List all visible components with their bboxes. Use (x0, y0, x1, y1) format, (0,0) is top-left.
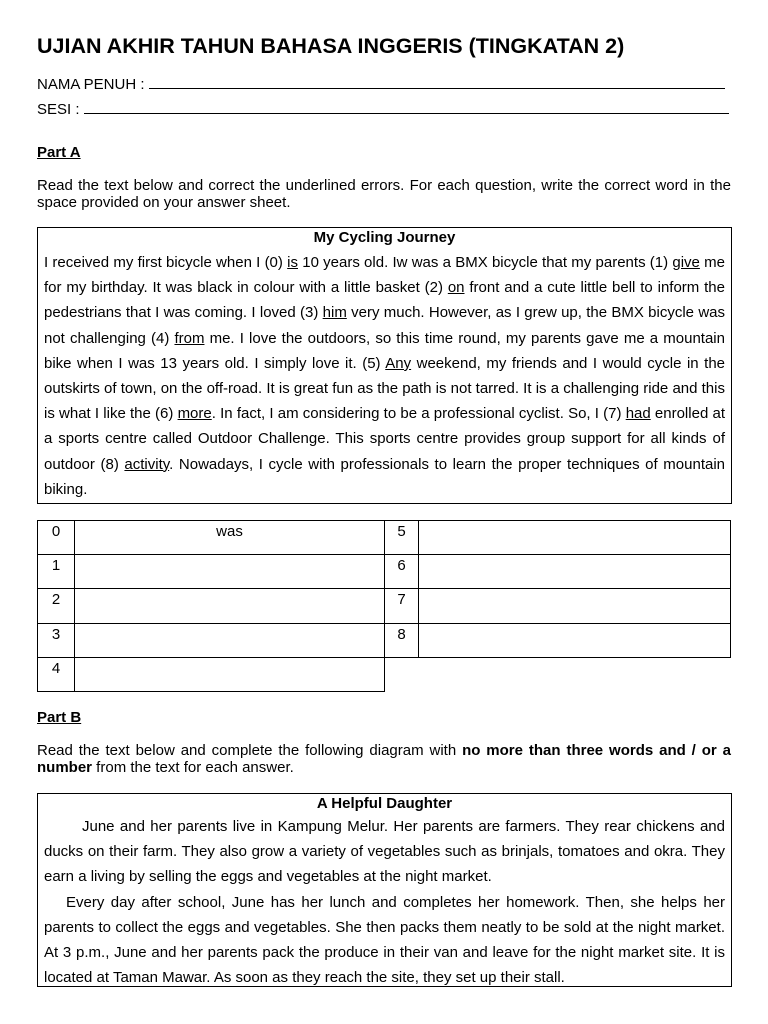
answer-table-left (37, 520, 385, 692)
name-label: NAMA PENUH : (37, 76, 145, 93)
answer-number: 5 (385, 521, 419, 555)
table-row (38, 555, 385, 589)
answer-cell[interactable]: was (75, 521, 385, 555)
table-row (385, 589, 731, 623)
table-row (38, 623, 385, 657)
part-b-paragraph-2: Every day after school, June has her lunch and completes her homework. Then, she helps her parents to collect the eggs and vegetables. She then packs them neatly to be sold at the night market. At 3 p.m., June and her parents pack the produce in their van and leave for the night market site. It is located at Taman Mawar. As soon as they reach the site, they set up their stall. (44, 893, 725, 987)
part-a-heading: Part A (37, 144, 81, 161)
error-2: on (447, 279, 465, 297)
table-row (385, 555, 731, 589)
exam-title: UJIAN AKHIR TAHUN BAHASA INGGERIS (TINGKATAN 2) (37, 34, 625, 58)
error-4: from (174, 329, 205, 347)
answer-number: 4 (38, 657, 75, 691)
part-b-passage-box (37, 793, 732, 987)
answer-number: 2 (38, 589, 75, 623)
part-b-instruction: Read the text below and complete the following diagram with no more than three words and / or a number from the text for each answer. (37, 742, 731, 776)
part-a-passage-box (37, 227, 732, 504)
table-row (38, 657, 385, 691)
answer-cell[interactable] (419, 623, 731, 657)
error-5: Any (385, 354, 412, 372)
answer-number: 8 (385, 623, 419, 657)
answer-cell[interactable] (75, 555, 385, 589)
part-b-passage-title: A Helpful Daughter (316, 795, 453, 812)
answer-cell[interactable] (419, 589, 731, 623)
name-field (37, 76, 725, 93)
error-6: more (177, 405, 212, 423)
error-3: him (322, 304, 347, 322)
part-b-paragraph-1: June and her parents live in Kampung Melur. Her parents are farmers. They rear chickens and ducks on their farm. They also grow a variety of vegetables such as brinjals, tomatoes and okra. They earn a living by selling the eggs and vegetables at the night market. (44, 818, 725, 886)
answer-number: 7 (385, 589, 419, 623)
table-row (38, 589, 385, 623)
table-row (385, 521, 731, 555)
error-7: had (625, 405, 651, 423)
answer-cell[interactable] (75, 623, 385, 657)
part-a-passage-title: My Cycling Journey (313, 229, 456, 246)
part-b-heading: Part B (37, 709, 82, 726)
answer-cell[interactable] (75, 589, 385, 623)
answer-number: 3 (38, 623, 75, 657)
error-0: is (287, 254, 298, 271)
part-a-instruction: Read the text below and correct the underlined errors. For each question, write the correct word in the space provided on your answer sheet. (37, 177, 731, 211)
answer-number: 1 (38, 555, 75, 589)
answer-cell[interactable] (75, 657, 385, 691)
error-1: give (672, 254, 700, 271)
session-label: SESI : (37, 101, 80, 118)
table-row (385, 623, 731, 657)
answer-number: 6 (385, 555, 419, 589)
answer-cell[interactable] (419, 521, 731, 555)
session-blank-line[interactable] (84, 102, 729, 114)
answer-table-right (384, 520, 731, 658)
error-8: activity (124, 455, 170, 473)
name-blank-line[interactable] (149, 77, 725, 89)
session-field (37, 101, 729, 118)
answer-number: 0 (38, 521, 75, 555)
answer-cell[interactable] (419, 555, 731, 589)
part-a-passage-text: I received my first bicycle when I (0) is 10 years old. Iw was a BMX bicycle that my parents (1) give me for my birthday. It was black in colour with a little basket (2) on front and a cute little bell to inform the pedestrians that I was coming. I loved (3) him very much. However, as I grew up, the BMX bicycle was not challenging (4) from me. I love the outdoors, so this time round, my parents gave me a mountain bike when I was 13 years old. I simply love it. (5) Any weekend, my friends and I would cycle in the outskirts of town, on the off-road. It is great fun as the path is not tarred. It is a challenging ride and this is what I like the (6) more. In fact, I am considering to be a professional cyclist. So, I (7) had enrolled at a sports centre called Outdoor Challenge. This sports centre provides group support for all kinds of outdoor (8) activity. Nowadays, I cycle with professionals to learn the proper techniques of mountain biking. (44, 254, 726, 498)
table-row (38, 521, 385, 555)
